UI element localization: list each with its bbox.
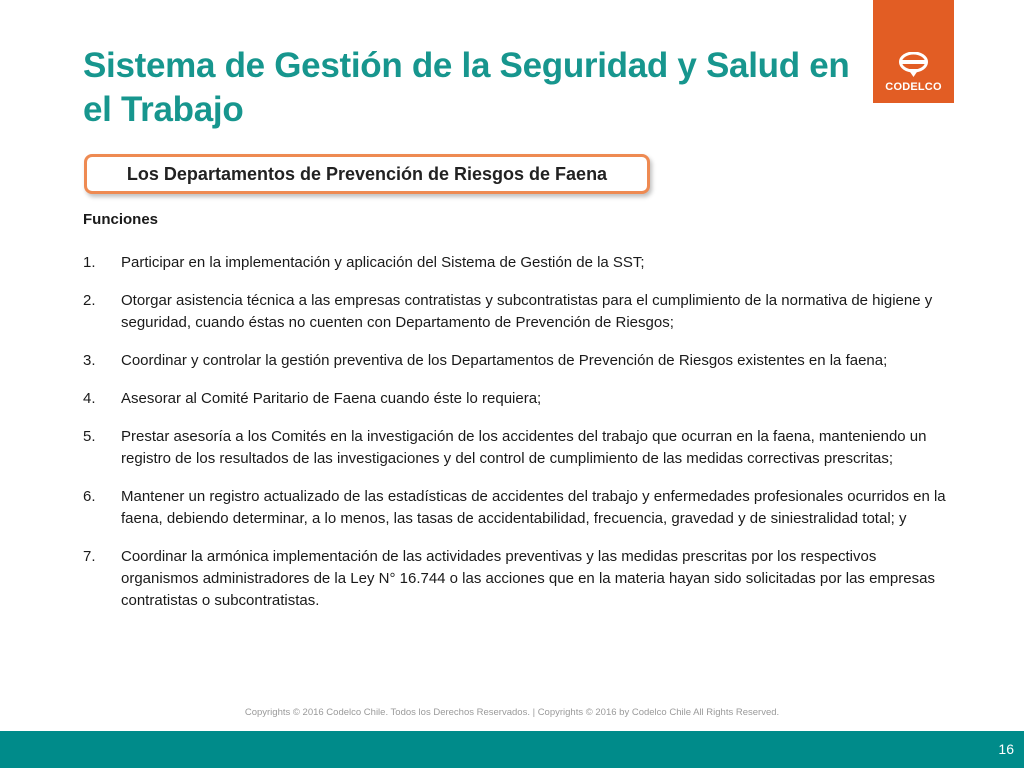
slide-title: Sistema de Gestión de la Seguridad y Salud en el Trabajo (83, 46, 850, 129)
list-item-number: 5. (83, 428, 96, 445)
copyright-notice: Copyrights © 2016 Codelco Chile. Todos los Derechos Reservados. | Copyrights © 2016 by Codelco Chile All Rights Reserved. (244, 707, 780, 718)
list-item-text: Mantener un registro actualizado de las estadísticas de accidentes del trabajo y enfermedades profesionales ocurridos en la faena, debiendo determinar, a lo menos, las tasas de accidentabilidad, frecuencia, gravedad y de siniestralidad total; y (121, 488, 946, 527)
list-item-number: 4. (83, 390, 96, 407)
slide-subtitle: Los Departamentos de Prevención de Riesgos de Faena (126, 164, 608, 184)
list-item (83, 426, 953, 470)
list-item-text: Coordinar y controlar la gestión preventiva de los Departamentos de Prevención de Riesgos existentes en la faena; (121, 352, 888, 369)
list-item (83, 388, 953, 410)
list-item-text: Participar en la implementación y aplicación del Sistema de Gestión de la SST; (121, 254, 645, 271)
codelco-logo-icon (897, 52, 930, 79)
list-item (83, 350, 953, 372)
list-item (83, 546, 953, 612)
page-number: 16 (998, 741, 1014, 757)
list-item-number: 7. (83, 548, 96, 565)
list-item-text: Prestar asesoría a los Comités en la investigación de los accidentes del trabajo que ocurran en la faena, manteniendo un registro de los resultados de las investigaciones y del control de cumplimiento de las medidas correctivas prescritas; (121, 428, 927, 467)
list-item-text: Coordinar la armónica implementación de las actividades preventivas y las medidas prescritas por los respectivos organismos administradores de la Ley N° 16.744 o las acciones que en la materia hayan sido solicitadas por las empresas contratistas o subcontratistas. (121, 548, 935, 609)
section-heading: Funciones (83, 211, 159, 228)
subtitle-box (84, 154, 650, 194)
list-item (83, 486, 953, 530)
footer-bar (0, 731, 1024, 768)
list-item-text: Asesorar al Comité Paritario de Faena cuando éste lo requiera; (121, 390, 542, 407)
list-item-number: 1. (83, 254, 96, 271)
list-item-number: 3. (83, 352, 96, 369)
functions-list (83, 252, 953, 628)
list-item-number: 6. (83, 488, 96, 505)
list-item (83, 290, 953, 334)
list-item (83, 252, 953, 274)
list-item-number: 2. (83, 292, 96, 309)
list-item-text: Otorgar asistencia técnica a las empresas contratistas y subcontratistas para el cumplimiento de la normativa de higiene y seguridad, cuando éstas no cuenten con Departamento de Prevención de Riesgos; (121, 292, 933, 331)
logo-text: CODELCO (885, 81, 942, 93)
codelco-logo (873, 0, 954, 103)
